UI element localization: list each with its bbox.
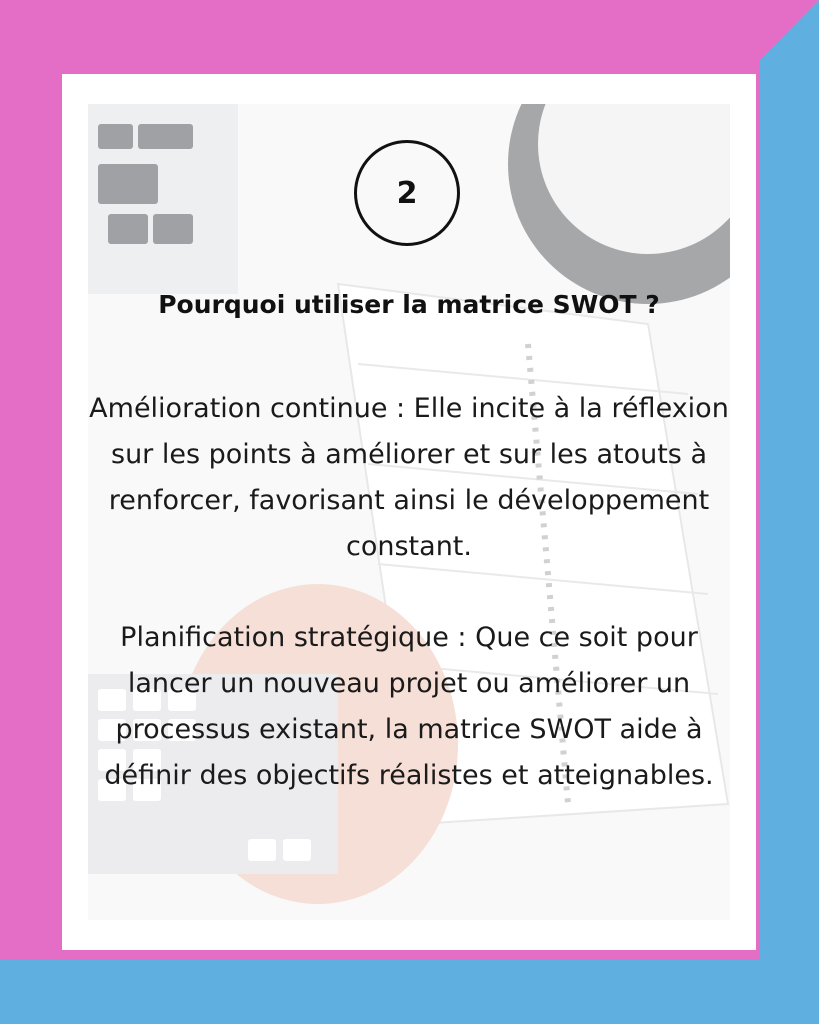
paragraph-planification: Planification stratégique : Que ce soit pour lancer un nouveau projet ou améliorer un processus existant, la matrice SWOT aide à définir des objectifs réalistes et atteignables. bbox=[104, 622, 714, 791]
page-title: Pourquoi utiliser la matrice SWOT ? bbox=[158, 290, 660, 319]
step-number-badge bbox=[354, 140, 460, 246]
paragraph-amelioration: Amélioration continue : Elle incite à la réflexion sur les points à améliorer et sur les atouts à renforcer, favorisant ainsi le développement constant. bbox=[89, 393, 729, 562]
step-number: 2 bbox=[396, 175, 418, 211]
